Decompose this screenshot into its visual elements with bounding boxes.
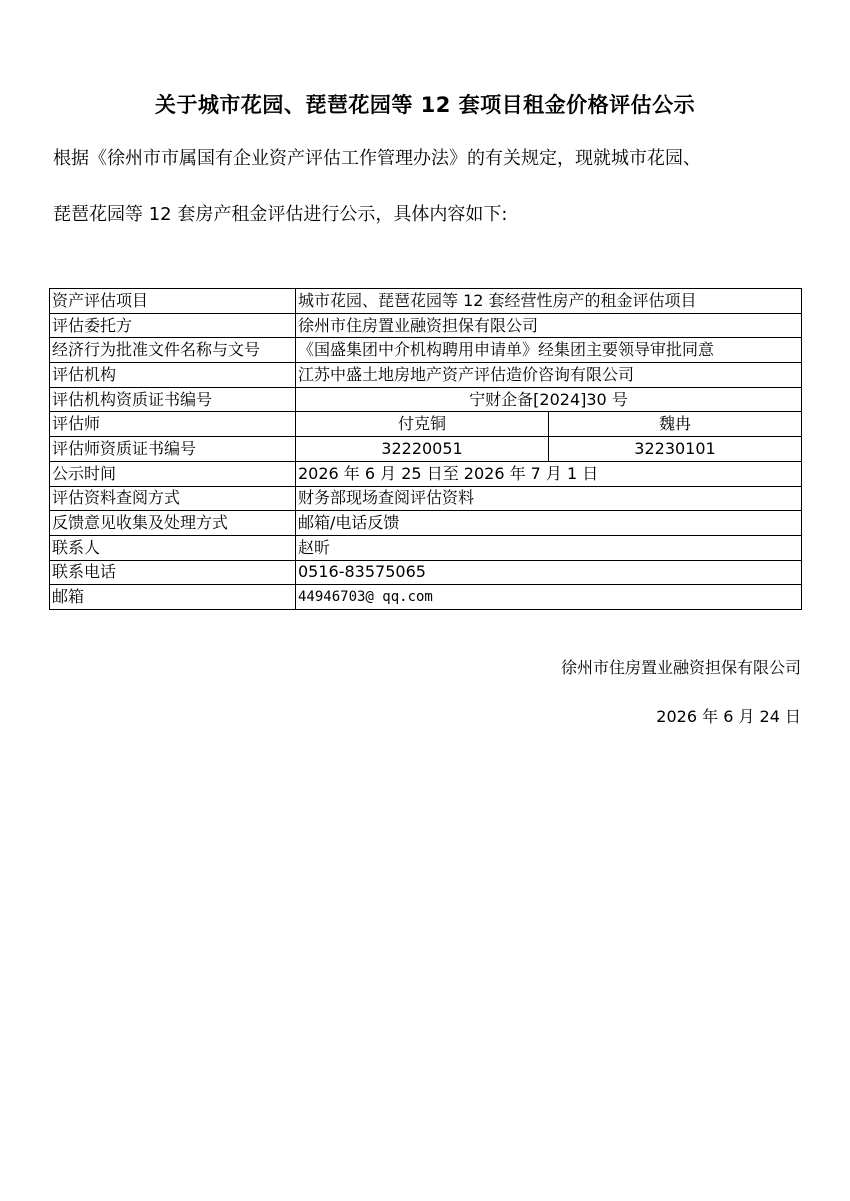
client-value: 徐州市住房置业融资担保有限公司 <box>296 313 802 338</box>
approval-document-value: 《国盛集团中介机构聘用申请单》经集团主要领导审批同意 <box>296 338 802 363</box>
client-label: 评估委托方 <box>50 313 296 338</box>
appraisal-info-table <box>49 288 802 610</box>
agency-label: 评估机构 <box>50 363 296 388</box>
agency-certificate-label: 评估机构资质证书编号 <box>50 387 296 412</box>
project-label: 资产评估项目 <box>50 289 296 314</box>
table-row-contact <box>50 535 802 560</box>
signature-date: 2026 年 6 月 24 日 <box>656 707 801 726</box>
table-row-client <box>50 313 802 338</box>
project-value: 城市花园、琵琶花园等 12 套经营性房产的租金评估项目 <box>296 289 802 314</box>
document-title: 关于城市花园、琵琶花园等 12 套项目租金价格评估公示 <box>154 93 696 117</box>
email-label: 邮箱 <box>50 585 296 610</box>
table-row-approval <box>50 338 802 363</box>
feedback-method-label: 反馈意见收集及处理方式 <box>50 511 296 536</box>
table-row-agency-certificate <box>50 387 802 412</box>
table-row-period <box>50 461 802 486</box>
table-row-appraiser <box>50 412 802 437</box>
document-access-label: 评估资料查阅方式 <box>50 486 296 511</box>
appraiser-certificate-label: 评估师资质证书编号 <box>50 437 296 462</box>
appraiser-name-1: 付克铜 <box>296 412 549 437</box>
contact-person-value: 赵昕 <box>296 535 802 560</box>
table-row-agency <box>50 363 802 388</box>
intro-paragraph-line-2: 琵琶花园等 12 套房产租金评估进行公示，具体内容如下: <box>53 204 508 225</box>
appraiser-certificate-2: 32230101 <box>549 437 802 462</box>
table-row-access <box>50 486 802 511</box>
phone-label: 联系电话 <box>50 560 296 585</box>
appraiser-name-2: 魏冉 <box>549 412 802 437</box>
intro-paragraph-line-1: 根据《徐州市市属国有企业资产评估工作管理办法》的有关规定，现就城市花园、 <box>53 148 701 169</box>
approval-document-label: 经济行为批准文件名称与文号 <box>50 338 296 363</box>
table-row-phone <box>50 560 802 585</box>
signature-organization: 徐州市住房置业融资担保有限公司 <box>560 658 801 677</box>
appraiser-label: 评估师 <box>50 412 296 437</box>
table-row-feedback <box>50 511 802 536</box>
table-row-project <box>50 289 802 314</box>
publicity-period-value: 2026 年 6 月 25 日至 2026 年 7 月 1 日 <box>296 461 802 486</box>
publicity-period-label: 公示时间 <box>50 461 296 486</box>
document-access-value: 财务部现场查阅评估资料 <box>296 486 802 511</box>
contact-person-label: 联系人 <box>50 535 296 560</box>
table-row-email <box>50 585 802 610</box>
agency-certificate-value: 宁财企备[2024]30 号 <box>296 387 802 412</box>
phone-value: 0516-83575065 <box>296 560 802 585</box>
appraiser-certificate-1: 32220051 <box>296 437 549 462</box>
table-row-appraiser-certificate <box>50 437 802 462</box>
feedback-method-value: 邮箱/电话反馈 <box>296 511 802 536</box>
email-value: 44946703@ qq.com <box>296 585 802 610</box>
agency-value: 江苏中盛土地房地产资产评估造价咨询有限公司 <box>296 363 802 388</box>
